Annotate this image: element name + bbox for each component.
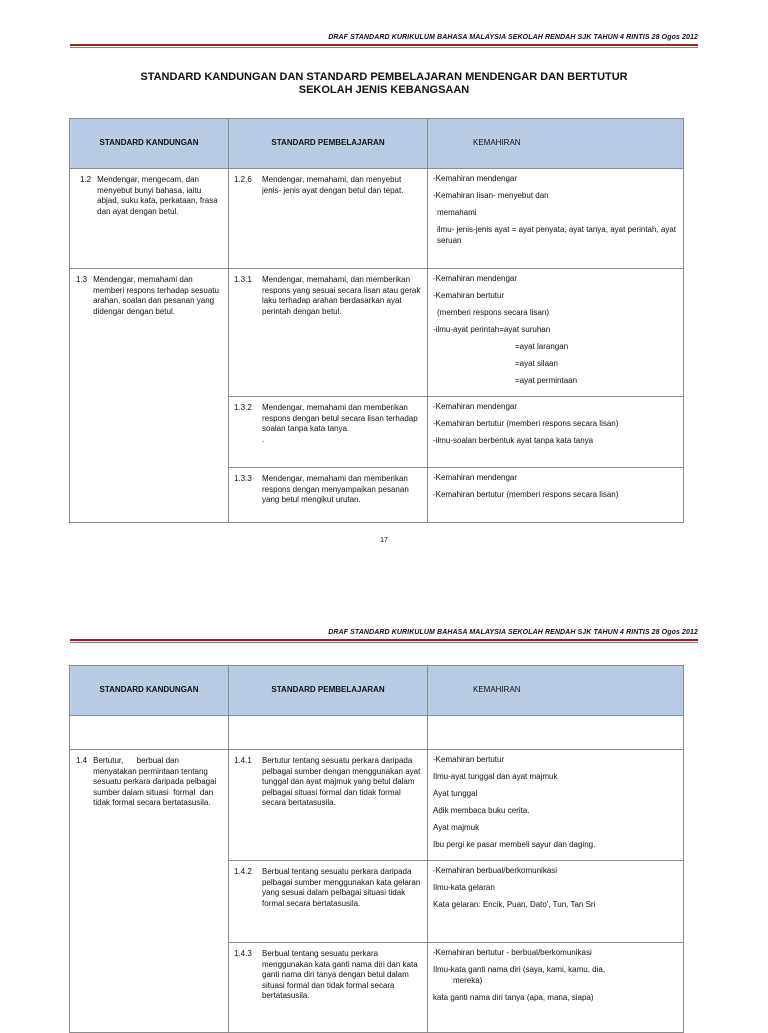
kemahiran-line: -Kemahiran lisan- menyebut dan — [433, 191, 549, 200]
sp-text: Mendengar, memahami dan memberikan respons dengan betul secara lisan terhadap soalan tanpa kata tanya. — [262, 403, 418, 433]
empty-cell — [229, 716, 428, 750]
table-row-empty — [70, 716, 684, 750]
sk-number: 1.3 — [76, 275, 88, 284]
kemahiran-line: Adik membaca buku cerita. — [433, 806, 530, 815]
document-title — [70, 71, 698, 97]
header-rule-thin — [70, 642, 698, 643]
kemahiran-line: Ilmu-ayat tunggal dan ayat majmuk — [433, 772, 558, 781]
standard-pembelajaran-cell — [229, 269, 428, 397]
column-header-standard-kandungan: STANDARD KANDUNGAN — [70, 666, 229, 716]
kemahiran-line: kata ganti nama diri tanya (apa, mana, siapa) — [433, 992, 594, 1002]
standard-pembelajaran-cell — [229, 750, 428, 861]
kemahiran-cell — [428, 943, 684, 1033]
sk-text: Mendengar, mengecam, dan menyebut bunyi bahasa, iaitu abjad, suku kata, perkataan, frasa dan ayat dengan betul. — [97, 175, 218, 216]
kemahiran-cell — [428, 861, 684, 943]
column-header-kemahiran: KEMAHIRAN — [428, 119, 684, 169]
standard-pembelajaran-cell — [229, 943, 428, 1033]
kemahiran-line: -Kemahiran berbual/berkomunikasi — [433, 866, 558, 875]
kemahiran-line: ilmu- jenis-jenis ayat = ayat penyata, ayat tanya, ayat perintah, ayat seruan — [437, 225, 677, 245]
column-header-standard-kandungan: STANDARD KANDUNGAN — [70, 119, 229, 169]
table-header-row — [70, 119, 684, 169]
kemahiran-cell — [428, 269, 684, 397]
kemahiran-line: memahami — [437, 208, 477, 217]
standard-kandungan-cell — [70, 750, 229, 1033]
standard-pembelajaran-cell — [229, 397, 428, 468]
kemahiran-line: -Kemahiran bertutur — [433, 291, 505, 300]
sp-number: 1.3.1 — [234, 275, 252, 284]
kemahiran-cell — [428, 169, 684, 269]
standard-pembelajaran-cell — [229, 169, 428, 269]
kemahiran-line: Ayat tunggal — [433, 789, 478, 798]
page-header: DRAF STANDARD KURIKULUM BAHASA MALAYSIA SEKOLAH RENDAH SJK TAHUN 4 RINTIS 28 Ogos 2012 — [328, 34, 698, 41]
sp-number: 1.4.3 — [234, 949, 252, 958]
kemahiran-cell — [428, 750, 684, 861]
empty-cell — [70, 716, 229, 750]
kemahiran-line: -Kemahiran bertutur — [433, 755, 505, 764]
kemahiran-line: =ayat silaan — [515, 359, 558, 368]
standard-pembelajaran-cell — [229, 468, 428, 523]
sp-text: Mendengar, memahami, dan menyebut jenis- jenis ayat dengan betul dan tepat. — [262, 175, 404, 195]
header-rule — [70, 639, 698, 641]
table-row — [70, 750, 684, 861]
sk-text: Bertutur, berbual dan menyatakan permintaan tentang sesuatu perkara daripada pelbagai sumber dalam situasi formal dan tidak formal secara bertatasusila. — [93, 756, 221, 807]
page-number: 17 — [380, 537, 388, 544]
sp-number: 1.3.3 — [234, 474, 252, 483]
sp-text: Berbual tentang sesuatu perkara menggunakan kata ganti nama diri dan kata ganti nama diri tanya dengan betul dalam situasi formal dan tidak formal secara bertatasusila. — [262, 949, 418, 1000]
sk-number: 1.4 — [76, 756, 88, 765]
kemahiran-line: -Kemahiran bertutur - berbual/berkomunikasi — [433, 948, 592, 957]
kemahiran-line: =ayat permintaan — [515, 376, 578, 385]
sk-text: Mendengar, memahami dan memberi respons terhadap sesuatu arahan, soalan dan pesanan yang didengar dengan betul. — [93, 275, 219, 316]
table-row — [70, 169, 684, 269]
page-header: DRAF STANDARD KURIKULUM BAHASA MALAYSIA SEKOLAH RENDAH SJK TAHUN 4 RINTIS 28 Ogos 2012 — [328, 629, 698, 636]
standard-kandungan-cell — [70, 269, 229, 523]
header-rule-thin — [70, 47, 698, 48]
kemahiran-line: Ilmu-kata ganti nama diri (saya, kami, kamu, dia, — [433, 965, 606, 974]
kemahiran-line: -Kemahiran mendengar — [433, 473, 518, 482]
kemahiran-line: (memberi respons secara lisan) — [437, 308, 550, 317]
kemahiran-line: -ilmu-soalan berbentuk ayat tanpa kata tanya — [433, 436, 594, 445]
column-header-standard-pembelajaran: STANDARD PEMBELAJARAN — [229, 119, 428, 169]
kemahiran-line: Ayat majmuk — [433, 823, 480, 832]
sp-number: 1.2.6 — [234, 175, 252, 184]
sp-number: 1.4.1 — [234, 756, 252, 765]
sp-extra: . — [262, 434, 265, 444]
title-line-1: STANDARD KANDUNGAN DAN STANDARD PEMBELAJARAN MENDENGAR DAN BERTUTUR — [140, 71, 628, 83]
standard-pembelajaran-cell — [229, 861, 428, 943]
kemahiran-line: Ilmu-kata gelaran — [433, 883, 495, 892]
kemahiran-line: =ayat larangan — [515, 342, 569, 351]
sp-number: 1.3.2 — [234, 403, 252, 412]
standard-kandungan-cell — [70, 169, 229, 269]
kemahiran-line: -Kemahiran bertutur (memberi respons secara lisan) — [433, 490, 619, 499]
curriculum-table — [69, 118, 684, 523]
table-header-row — [70, 666, 684, 716]
kemahiran-line: -ilmu-ayat perintah=ayat suruhan — [433, 325, 551, 334]
column-header-kemahiran: KEMAHIRAN — [428, 666, 684, 716]
sp-text: Mendengar, memahami, dan memberikan respons yang sesuai secara lisan atau gerak laku terhadap arahan berdasarkan ayat perintah dengan betul. — [262, 275, 421, 316]
kemahiran-cell — [428, 397, 684, 468]
kemahiran-line: mereka) — [453, 975, 483, 985]
curriculum-table — [69, 665, 684, 1033]
header-rule — [70, 44, 698, 46]
title-line-2: SEKOLAH JENIS KEBANGSAAN — [298, 84, 470, 96]
kemahiran-line: -Kemahiran bertutur (memberi respons secara lisan) — [433, 419, 619, 428]
kemahiran-line: -Kemahiran mendengar — [433, 274, 518, 283]
sp-text: Bertutur tentang sesuatu perkara daripada pelbagai sumber dengan menggunakan ayat tunggal dan ayat majmuk yang betul dalam pelbagai situasi formal dan tidak formal secara bertatasusila. — [262, 756, 421, 807]
sp-text: Mendengar, memahami dan memberikan respons dengan menyampaikan pesanan yang betul mengikut urutan. — [262, 474, 409, 504]
kemahiran-line: -Kemahiran mendengar — [433, 402, 518, 411]
sk-number: 1.2 — [80, 175, 92, 184]
kemahiran-line: -Kemahiran mendengar — [433, 174, 518, 183]
empty-cell — [428, 716, 684, 750]
kemahiran-line: Kata gelaran: Encik, Puan, Dato', Tun, Tan Sri — [433, 900, 596, 909]
kemahiran-line: Ibu pergi ke pasar membeli sayur dan daging. — [433, 840, 596, 849]
table-row — [70, 269, 684, 397]
sp-number: 1.4.2 — [234, 867, 252, 876]
column-header-standard-pembelajaran: STANDARD PEMBELAJARAN — [229, 666, 428, 716]
kemahiran-cell — [428, 468, 684, 523]
sp-text: Berbual tentang sesuatu perkara daripada pelbagai sumber menggunakan kata gelaran yang sesuai dalam pelbagai situasi tidak formal secara bertatasusila. — [262, 867, 421, 908]
